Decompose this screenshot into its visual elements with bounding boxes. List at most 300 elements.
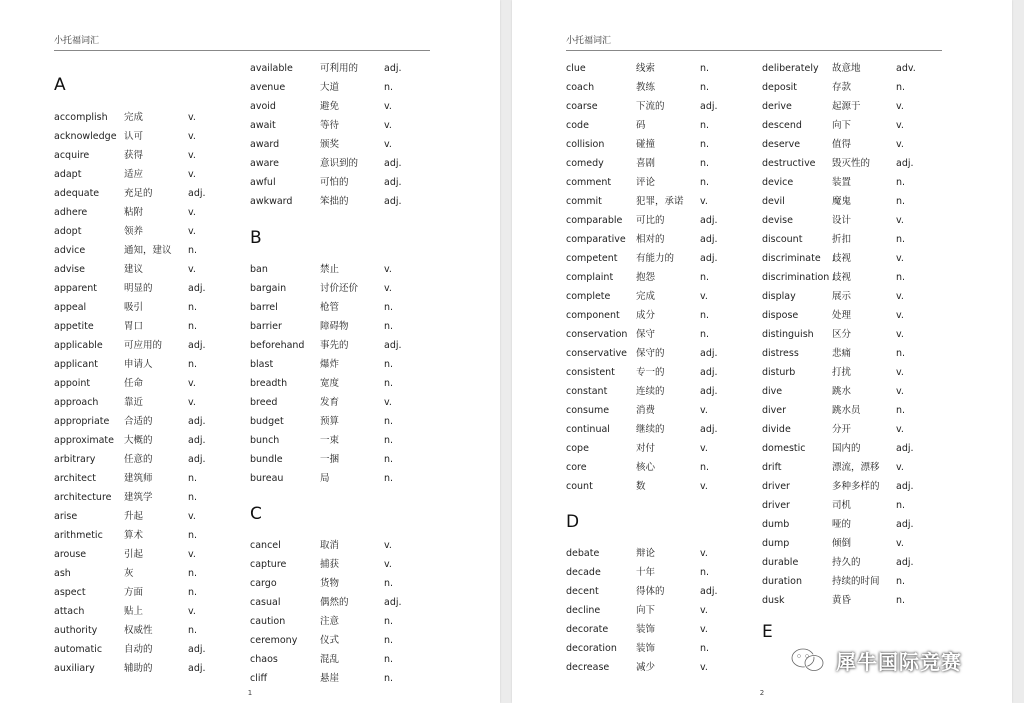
word: breed	[250, 397, 278, 408]
word: bargain	[250, 283, 287, 294]
section-letter: D	[566, 512, 580, 532]
part-of-speech: n.	[188, 473, 198, 484]
part-of-speech: v.	[188, 131, 196, 142]
part-of-speech: v.	[188, 150, 196, 161]
vocab-row	[566, 460, 740, 476]
translation: 下流的	[636, 101, 665, 112]
word: decent	[566, 586, 599, 597]
word: discount	[762, 234, 803, 245]
translation: 持续的时间	[832, 576, 880, 587]
part-of-speech: n.	[188, 359, 198, 370]
word: deserve	[762, 139, 801, 150]
word: constant	[566, 386, 608, 397]
part-of-speech: n.	[188, 587, 198, 598]
part-of-speech: v.	[188, 397, 196, 408]
word: beforehand	[250, 340, 305, 351]
vocab-row	[54, 243, 228, 259]
translation: 仪式	[320, 635, 340, 646]
word: bureau	[250, 473, 284, 484]
part-of-speech: n.	[384, 616, 394, 627]
part-of-speech: adj.	[188, 188, 206, 199]
part-of-speech: adj.	[896, 443, 914, 454]
word: award	[250, 139, 280, 150]
translation: 多种多样的	[832, 481, 880, 492]
part-of-speech: n.	[188, 568, 198, 579]
translation: 连续的	[636, 386, 665, 397]
word: diver	[762, 405, 787, 416]
word: adopt	[54, 226, 82, 237]
translation: 升起	[124, 511, 144, 522]
vocab-row	[762, 346, 936, 362]
part-of-speech: adj.	[384, 177, 402, 188]
vocab-row	[762, 517, 936, 533]
part-of-speech: n.	[384, 635, 394, 646]
word: destructive	[762, 158, 816, 169]
part-of-speech: adj.	[700, 424, 718, 435]
word: awkward	[250, 196, 293, 207]
part-of-speech: n.	[188, 625, 198, 636]
word: appoint	[54, 378, 91, 389]
part-of-speech: v.	[700, 624, 708, 635]
part-of-speech: v.	[896, 120, 904, 131]
part-of-speech: adj.	[896, 481, 914, 492]
part-of-speech: n.	[384, 454, 394, 465]
translation: 减少	[636, 662, 656, 673]
part-of-speech: n.	[896, 595, 906, 606]
word: authority	[54, 625, 98, 636]
part-of-speech: v.	[700, 662, 708, 673]
translation: 货物	[320, 578, 340, 589]
translation: 枪管	[320, 302, 340, 313]
word: aware	[250, 158, 279, 169]
vocab-row	[250, 262, 424, 278]
vocab-row	[566, 603, 740, 619]
part-of-speech: adj.	[896, 519, 914, 530]
translation: 辅助的	[124, 663, 153, 674]
part-of-speech: v.	[700, 605, 708, 616]
word: decade	[566, 567, 601, 578]
translation: 教练	[636, 82, 656, 93]
vocab-row	[54, 186, 228, 202]
word: discriminate	[762, 253, 821, 264]
translation: 完成	[636, 291, 656, 302]
vocab-row	[54, 642, 228, 658]
translation: 事先的	[320, 340, 349, 351]
vocab-row	[250, 595, 424, 611]
translation: 捕获	[320, 559, 340, 570]
word: component	[566, 310, 620, 321]
word: coarse	[566, 101, 598, 112]
vocab-row	[762, 270, 936, 286]
vocab-row	[54, 148, 228, 164]
translation: 线索	[636, 63, 656, 74]
translation: 引起	[124, 549, 144, 560]
part-of-speech: n.	[384, 359, 394, 370]
vocab-row	[250, 433, 424, 449]
vocab-row	[250, 538, 424, 554]
part-of-speech: adj.	[384, 340, 402, 351]
vocab-row	[54, 566, 228, 582]
part-of-speech: n.	[896, 196, 906, 207]
vocab-row	[762, 61, 936, 77]
vocab-row	[54, 547, 228, 563]
vocab-row	[54, 414, 228, 430]
part-of-speech: v.	[188, 378, 196, 389]
translation: 建筑师	[124, 473, 153, 484]
part-of-speech: n.	[896, 500, 906, 511]
translation: 值得	[832, 139, 852, 150]
word: cliff	[250, 673, 268, 684]
vocab-row	[250, 300, 424, 316]
vocab-row	[250, 61, 424, 77]
part-of-speech: n.	[700, 158, 710, 169]
translation: 大道	[320, 82, 340, 93]
translation: 区分	[832, 329, 852, 340]
word: chaos	[250, 654, 278, 665]
vocab-row	[250, 414, 424, 430]
word: competent	[566, 253, 618, 264]
part-of-speech: n.	[700, 567, 710, 578]
vocab-row	[566, 61, 740, 77]
word: attach	[54, 606, 85, 617]
part-of-speech: v.	[188, 112, 196, 123]
part-of-speech: v.	[896, 538, 904, 549]
translation: 设计	[832, 215, 852, 226]
translation: 倾倒	[832, 538, 852, 549]
vocab-row	[250, 633, 424, 649]
vocab-row	[54, 300, 228, 316]
translation: 哑的	[832, 519, 852, 530]
section-letter: A	[54, 75, 66, 95]
translation: 国内的	[832, 443, 861, 454]
part-of-speech: adj.	[384, 158, 402, 169]
word: complete	[566, 291, 611, 302]
vocab-row	[250, 80, 424, 96]
translation: 专一的	[636, 367, 665, 378]
translation: 黄昏	[832, 595, 852, 606]
translation: 向下	[832, 120, 852, 131]
translation: 一捆	[320, 454, 340, 465]
vocab-row	[566, 641, 740, 657]
word: breadth	[250, 378, 288, 389]
vocab-row	[250, 194, 424, 210]
word: acknowledge	[54, 131, 117, 142]
part-of-speech: n.	[384, 82, 394, 93]
translation: 领养	[124, 226, 144, 237]
vocab-row	[250, 137, 424, 153]
translation: 可怕的	[320, 177, 349, 188]
word: display	[762, 291, 796, 302]
vocab-row	[250, 99, 424, 115]
translation: 悬崖	[320, 673, 340, 684]
translation: 算术	[124, 530, 144, 541]
translation: 展示	[832, 291, 852, 302]
part-of-speech: n.	[700, 329, 710, 340]
vocab-row	[566, 80, 740, 96]
part-of-speech: v.	[188, 606, 196, 617]
translation: 跳水员	[832, 405, 861, 416]
translation: 讨价还价	[320, 283, 359, 294]
watermark-text: 犀牛国际竞赛	[836, 649, 962, 674]
word: cargo	[250, 578, 277, 589]
vocab-row	[762, 156, 936, 172]
part-of-speech: adj.	[384, 196, 402, 207]
word: cancel	[250, 540, 281, 551]
word: driver	[762, 500, 790, 511]
part-of-speech: v.	[700, 405, 708, 416]
translation: 喜剧	[636, 158, 656, 169]
word: conservation	[566, 329, 628, 340]
word: comedy	[566, 158, 604, 169]
translation: 碰撞	[636, 139, 656, 150]
translation: 贴上	[124, 606, 144, 617]
translation: 任意的	[124, 454, 153, 465]
word: avenue	[250, 82, 286, 93]
translation: 故意地	[832, 63, 861, 74]
translation: 跳水	[832, 386, 852, 397]
vocab-row	[54, 433, 228, 449]
word: advice	[54, 245, 86, 256]
word: budget	[250, 416, 284, 427]
word: devise	[762, 215, 793, 226]
vocab-row	[762, 441, 936, 457]
part-of-speech: v.	[896, 367, 904, 378]
part-of-speech: v.	[896, 101, 904, 112]
word: commit	[566, 196, 602, 207]
vocab-row	[54, 129, 228, 145]
word: dumb	[762, 519, 790, 530]
page-right	[512, 0, 1012, 703]
word: acquire	[54, 150, 90, 161]
translation: 吸引	[124, 302, 144, 313]
vocab-row	[762, 327, 936, 343]
translation: 装饰	[636, 624, 656, 635]
translation: 核心	[636, 462, 656, 473]
vocab-row	[566, 441, 740, 457]
part-of-speech: n.	[384, 302, 394, 313]
translation: 歧视	[832, 253, 852, 264]
part-of-speech: v.	[188, 549, 196, 560]
translation: 申请人	[124, 359, 153, 370]
vocab-row	[566, 422, 740, 438]
translation: 胃口	[124, 321, 144, 332]
word: decline	[566, 605, 601, 616]
part-of-speech: n.	[188, 321, 198, 332]
word: device	[762, 177, 794, 188]
vocab-row	[250, 338, 424, 354]
vocab-row	[566, 232, 740, 248]
translation: 粘附	[124, 207, 144, 218]
page-number: 2	[759, 689, 765, 697]
translation: 局	[320, 473, 330, 484]
part-of-speech: n.	[384, 654, 394, 665]
word: durable	[762, 557, 799, 568]
translation: 保守	[636, 329, 656, 340]
vocab-row	[762, 194, 936, 210]
translation: 得体的	[636, 586, 665, 597]
word: dive	[762, 386, 783, 397]
vocab-row	[566, 99, 740, 115]
part-of-speech: v.	[700, 481, 708, 492]
vocab-row	[54, 376, 228, 392]
part-of-speech: adj.	[188, 644, 206, 655]
vocab-row	[762, 137, 936, 153]
part-of-speech: n.	[384, 473, 394, 484]
word: automatic	[54, 644, 103, 655]
word: distinguish	[762, 329, 814, 340]
word: duration	[762, 576, 802, 587]
translation: 码	[636, 120, 646, 131]
word: comment	[566, 177, 612, 188]
vocab-row	[54, 471, 228, 487]
part-of-speech: v.	[384, 540, 392, 551]
part-of-speech: adj.	[384, 63, 402, 74]
vocab-row	[250, 614, 424, 630]
vocab-row	[250, 452, 424, 468]
translation: 装饰	[636, 643, 656, 654]
word: applicant	[54, 359, 98, 370]
vocab-row	[250, 576, 424, 592]
vocab-row	[762, 118, 936, 134]
word: dump	[762, 538, 790, 549]
word: divide	[762, 424, 791, 435]
word: apparent	[54, 283, 97, 294]
part-of-speech: adj.	[700, 586, 718, 597]
part-of-speech: v.	[896, 139, 904, 150]
part-of-speech: n.	[700, 643, 710, 654]
vocab-row	[54, 528, 228, 544]
part-of-speech: v.	[896, 462, 904, 473]
word: clue	[566, 63, 586, 74]
translation: 自动的	[124, 644, 153, 655]
translation: 打扰	[832, 367, 852, 378]
part-of-speech: n.	[700, 139, 710, 150]
word: discrimination	[762, 272, 830, 283]
part-of-speech: v.	[384, 283, 392, 294]
part-of-speech: adj.	[188, 663, 206, 674]
translation: 注意	[320, 616, 340, 627]
word: available	[250, 63, 293, 74]
translation: 装置	[832, 177, 852, 188]
translation: 靠近	[124, 397, 144, 408]
part-of-speech: adj.	[700, 215, 718, 226]
vocab-row	[762, 213, 936, 229]
word: conservative	[566, 348, 628, 359]
part-of-speech: v.	[896, 253, 904, 264]
part-of-speech: v.	[384, 101, 392, 112]
translation: 司机	[832, 500, 852, 511]
part-of-speech: adj.	[896, 158, 914, 169]
word: ash	[54, 568, 71, 579]
vocab-row	[566, 403, 740, 419]
vocab-row	[566, 660, 740, 676]
word: bunch	[250, 435, 280, 446]
vocab-row	[54, 357, 228, 373]
vocab-row	[566, 213, 740, 229]
part-of-speech: v.	[700, 291, 708, 302]
word: count	[566, 481, 593, 492]
vocab-row	[566, 175, 740, 191]
word: distress	[762, 348, 799, 359]
translation: 认可	[124, 131, 144, 142]
word: applicable	[54, 340, 103, 351]
translation: 获得	[124, 150, 144, 161]
vocab-row	[762, 365, 936, 381]
translation: 任命	[124, 378, 144, 389]
vocab-row	[762, 251, 936, 267]
part-of-speech: adv.	[896, 63, 916, 74]
part-of-speech: n.	[896, 348, 906, 359]
translation: 充足的	[124, 188, 153, 199]
vocab-row	[566, 546, 740, 562]
word: approach	[54, 397, 99, 408]
vocab-row	[566, 156, 740, 172]
translation: 一束	[320, 435, 340, 446]
word: comparative	[566, 234, 626, 245]
vocab-row	[54, 110, 228, 126]
word: disturb	[762, 367, 796, 378]
part-of-speech: n.	[896, 177, 906, 188]
translation: 相对的	[636, 234, 665, 245]
translation: 禁止	[320, 264, 340, 275]
translation: 持久的	[832, 557, 861, 568]
word: avoid	[250, 101, 276, 112]
part-of-speech: n.	[384, 435, 394, 446]
vocab-row	[54, 585, 228, 601]
word: drift	[762, 462, 782, 473]
translation: 十年	[636, 567, 656, 578]
word: consume	[566, 405, 610, 416]
translation: 存款	[832, 82, 852, 93]
vocab-row	[250, 319, 424, 335]
vocab-row	[54, 509, 228, 525]
word: decorate	[566, 624, 609, 635]
part-of-speech: v.	[188, 511, 196, 522]
word: decrease	[566, 662, 610, 673]
part-of-speech: n.	[188, 245, 198, 256]
vocab-row	[54, 661, 228, 677]
wechat-logo-icon	[788, 646, 828, 674]
vocab-row	[54, 224, 228, 240]
part-of-speech: n.	[896, 405, 906, 416]
word: cope	[566, 443, 589, 454]
word: adapt	[54, 169, 82, 180]
vocab-row	[566, 365, 740, 381]
vocab-row	[250, 395, 424, 411]
word: consistent	[566, 367, 615, 378]
vocab-row	[54, 319, 228, 335]
translation: 漂流，漂移	[832, 462, 880, 473]
part-of-speech: n.	[700, 177, 710, 188]
word: ban	[250, 264, 268, 275]
vocab-row	[566, 584, 740, 600]
word: deposit	[762, 82, 798, 93]
translation: 起源于	[832, 101, 861, 112]
vocab-row	[566, 308, 740, 324]
part-of-speech: adj.	[700, 101, 718, 112]
translation: 取消	[320, 540, 340, 551]
part-of-speech: n.	[896, 234, 906, 245]
part-of-speech: v.	[896, 329, 904, 340]
vocab-row	[250, 175, 424, 191]
section-letter: E	[762, 622, 773, 642]
vocab-row	[250, 281, 424, 297]
part-of-speech: adj.	[188, 340, 206, 351]
translation: 辩论	[636, 548, 656, 559]
word: auxiliary	[54, 663, 95, 674]
vocab-row	[250, 376, 424, 392]
word: appropriate	[54, 416, 110, 427]
